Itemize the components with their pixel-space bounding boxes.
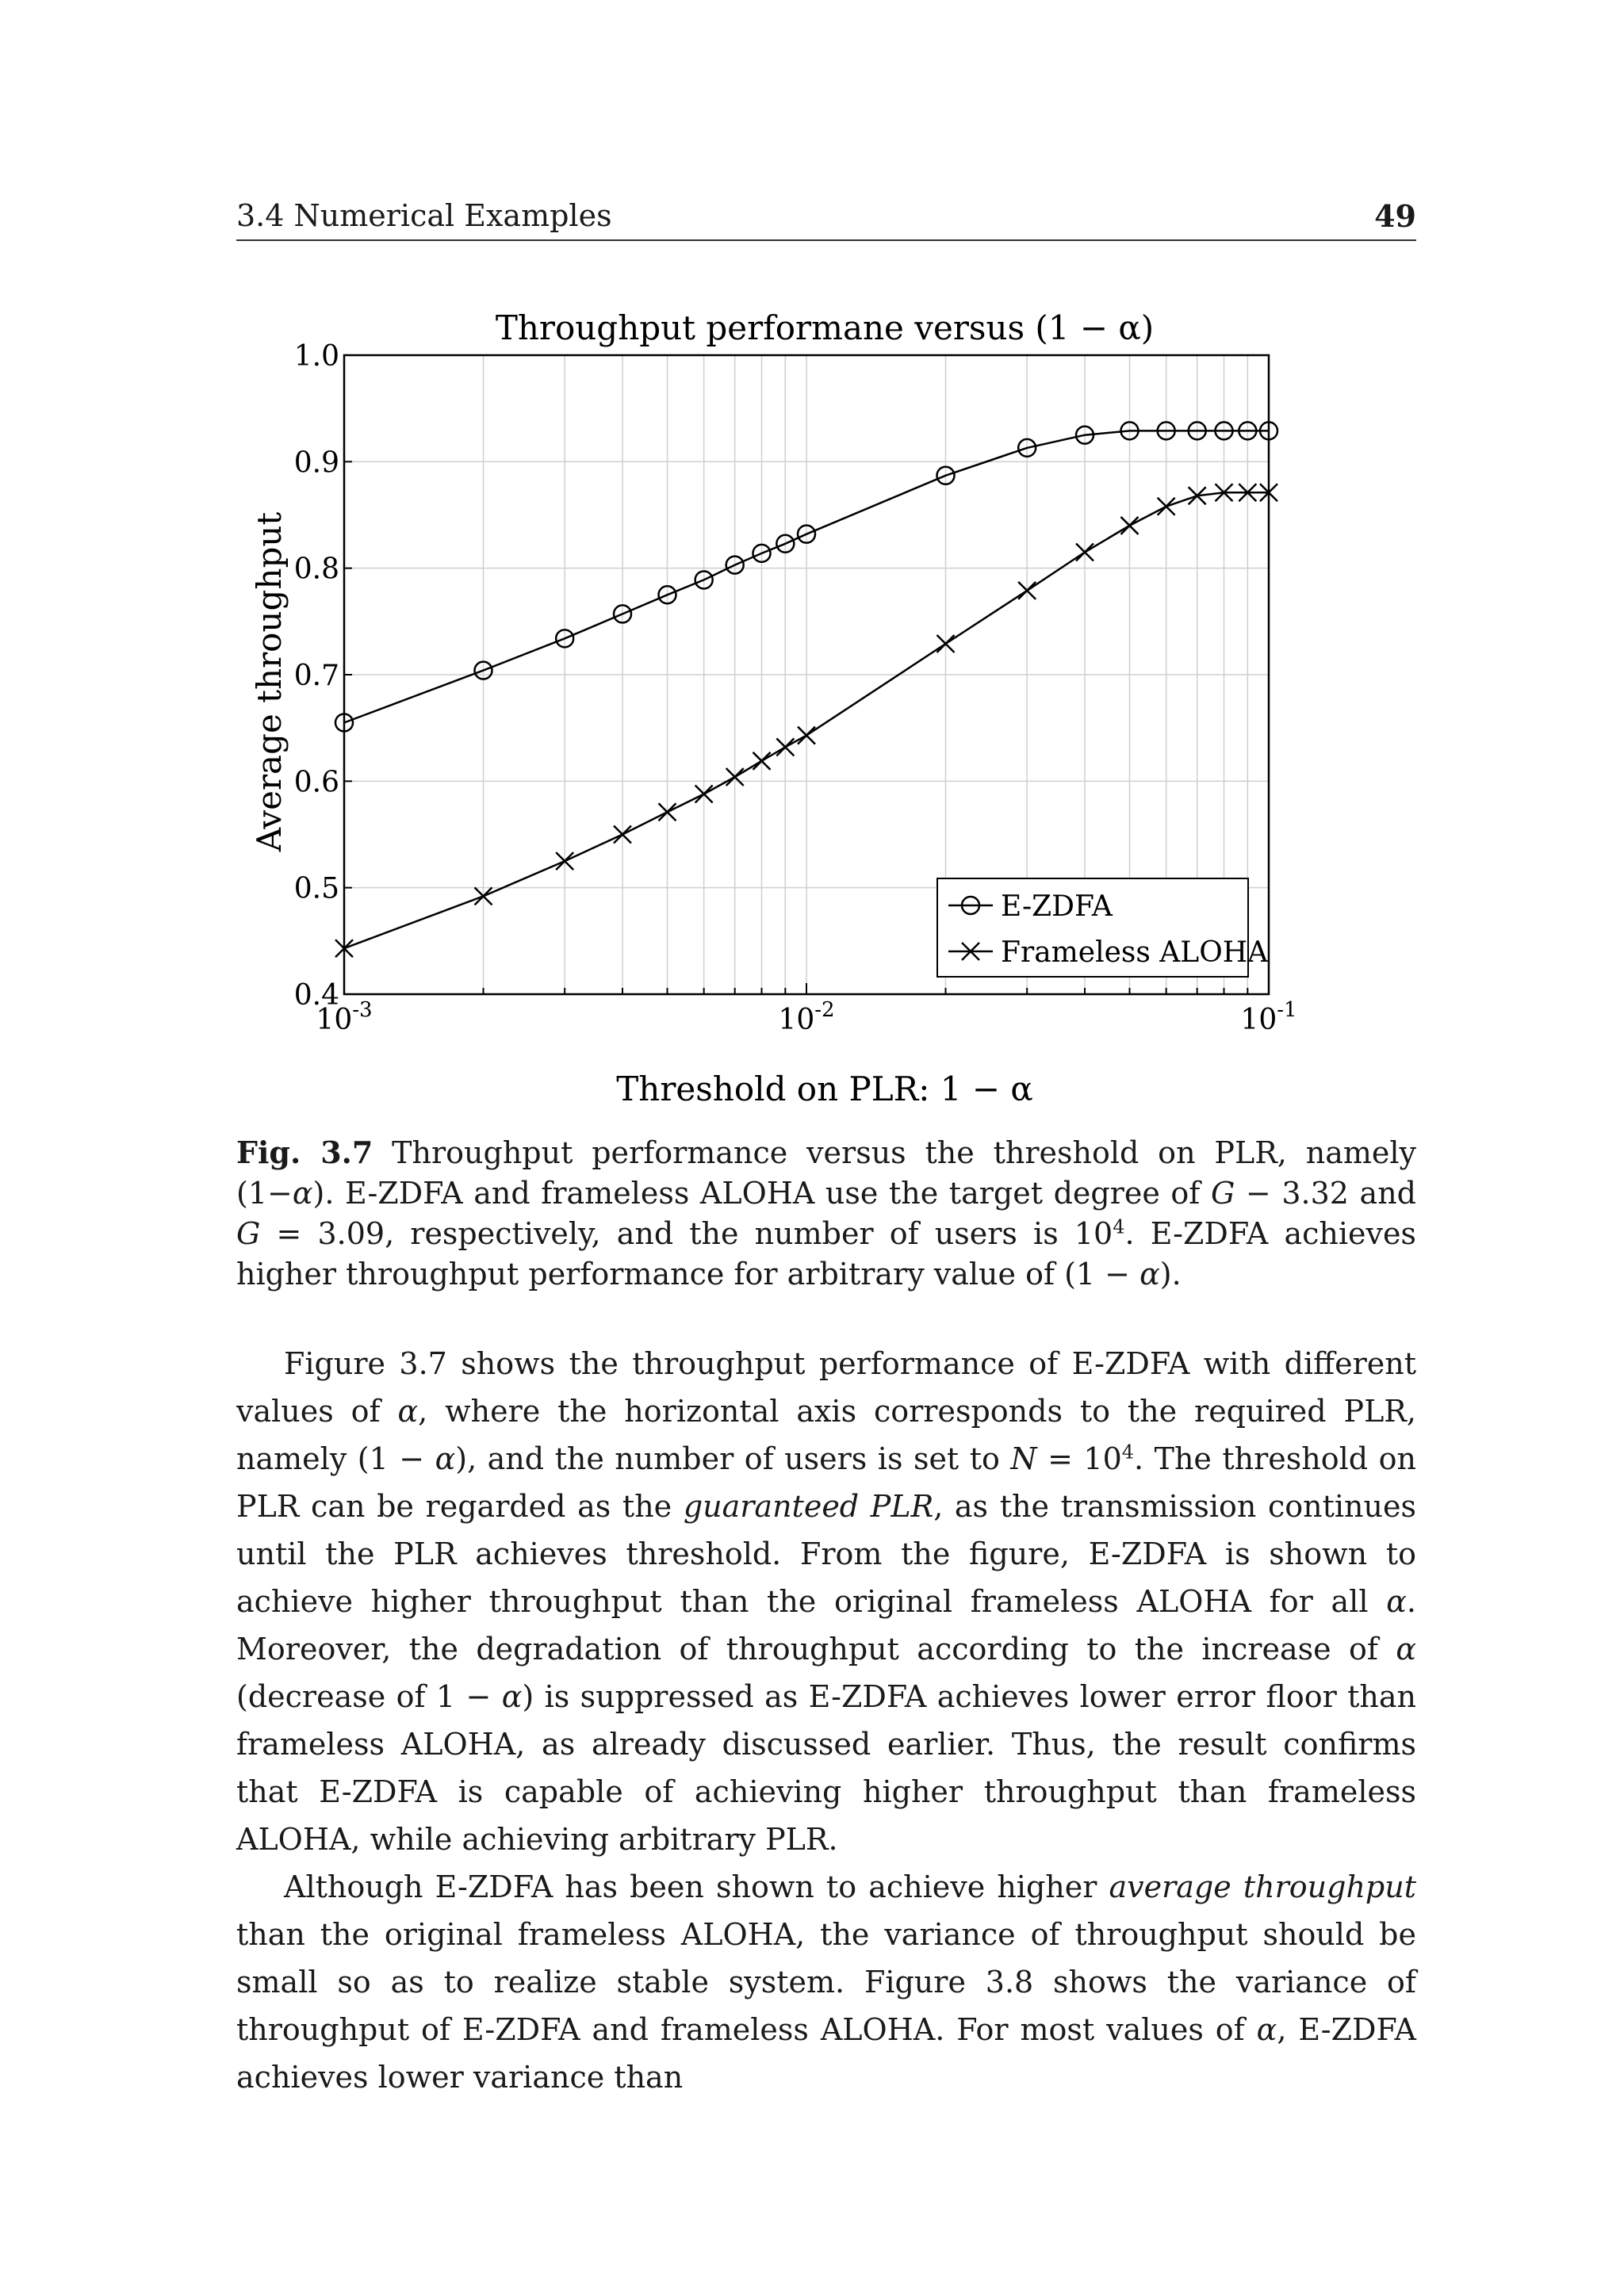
math-alpha: α <box>1139 1257 1160 1292</box>
math-alpha: α <box>1396 1632 1416 1667</box>
throughput-chart <box>0 285 1624 1126</box>
math-alpha: α <box>1386 1584 1407 1619</box>
legend-label: Frameless ALOHA <box>1001 936 1269 969</box>
text-run: . The threshold on PLR can be regarded as the <box>236 1441 1416 1524</box>
math-g: G <box>1210 1176 1235 1211</box>
y-tick-label: 0.7 <box>293 660 339 692</box>
math-alpha: α <box>501 1679 523 1714</box>
y-tick-label: 0.8 <box>293 553 339 586</box>
x-axis-label: Threshold on PLR: 1 − α <box>616 1070 1033 1108</box>
text-run: . Moreover, the degradation of throughput according to the increase of <box>236 1584 1416 1667</box>
emphasis: guaranteed PLR <box>683 1489 934 1524</box>
figure-caption <box>236 1132 1416 1295</box>
caption-label: Fig. 3.7 <box>236 1135 373 1170</box>
text-run: ), and the number of users is set to <box>455 1441 1011 1476</box>
y-tick-label: 1.0 <box>293 340 339 373</box>
math-g: G <box>236 1216 261 1251</box>
math-alpha: α <box>292 1176 313 1211</box>
paragraph-2 <box>236 1863 1416 2101</box>
y-tick-label: 0.6 <box>293 766 339 799</box>
caption-text: ). <box>1159 1257 1182 1292</box>
math-n: N <box>1010 1441 1037 1476</box>
math-exponent: 4 <box>1113 1215 1125 1238</box>
text-run: = 10 <box>1036 1441 1122 1476</box>
caption-text: . E-ZDFA achieves higher throughput performance for arbitrary value of (1 − <box>236 1216 1416 1292</box>
y-tick-label: 0.9 <box>293 446 339 480</box>
text-run: ) is suppressed as E-ZDFA achieves lower error floor than frameless ALOHA, as already discussed earlier. Thus, the result confirms that E-ZDFA is capable of achieving higher throughput than frameless ALOHA, while achieving arbitrary PLR. <box>236 1679 1416 1857</box>
legend-label: E-ZDFA <box>1001 890 1113 923</box>
text-run: (decrease of 1 − <box>236 1679 502 1714</box>
text-run: Although E-ZDFA has been shown to achieve higher <box>284 1869 1109 1904</box>
page-number: 49 <box>1374 198 1416 234</box>
caption-text: ). E-ZDFA and frameless ALOHA use the target degree of <box>312 1176 1211 1211</box>
text-run: , where the horizontal axis corresponds to the required PLR, namely (1 − <box>236 1394 1416 1476</box>
x-tick-label: $10^{-2}$ <box>778 998 835 1036</box>
math-exponent: 4 <box>1121 1441 1135 1464</box>
running-header <box>236 197 1416 241</box>
math-alpha: α <box>1256 2012 1277 2047</box>
x-tick-label: $10^{-3}$ <box>316 998 373 1036</box>
emphasis: average throughput <box>1109 1869 1416 1904</box>
text-run: Figure 3.7 shows the throughput performance of E-ZDFA with different values of <box>236 1346 1416 1429</box>
y-axis-label: Average throughput <box>250 511 289 852</box>
x-tick-label: $10^{-1}$ <box>1240 998 1297 1036</box>
paragraph-1 <box>236 1340 1416 1863</box>
y-tick-label: 0.4 <box>293 979 339 1012</box>
section-title: 3.4 Numerical Examples <box>236 198 612 233</box>
caption-text: = 3.09, respectively, and the number of users is 10 <box>260 1216 1113 1251</box>
text-run: , E-ZDFA achieves lower variance than <box>236 2012 1416 2095</box>
math-alpha: α <box>435 1441 456 1476</box>
math-alpha: α <box>397 1394 419 1429</box>
chart-legend <box>937 878 1269 977</box>
text-run: than the original frameless ALOHA, the variance of throughput should be small so as to realize stable system. Figure 3.8 shows the variance of throughput of E-ZDFA and frameless ALOHA. For most values of <box>236 1917 1416 2047</box>
y-tick-label: 0.5 <box>293 872 339 905</box>
text-run: , as the transmission continues until the PLR achieves threshold. From the figure, E-ZDFA is shown to achieve higher throughput than the original frameless ALOHA for all <box>236 1489 1416 1619</box>
caption-text: Throughput performance versus the threshold on PLR, namely (1− <box>236 1135 1416 1211</box>
chart-title: Throughput performane versus (1 − α) <box>495 308 1155 347</box>
caption-text: − 3.32 and <box>1235 1176 1416 1211</box>
body-text <box>236 1340 1416 2101</box>
